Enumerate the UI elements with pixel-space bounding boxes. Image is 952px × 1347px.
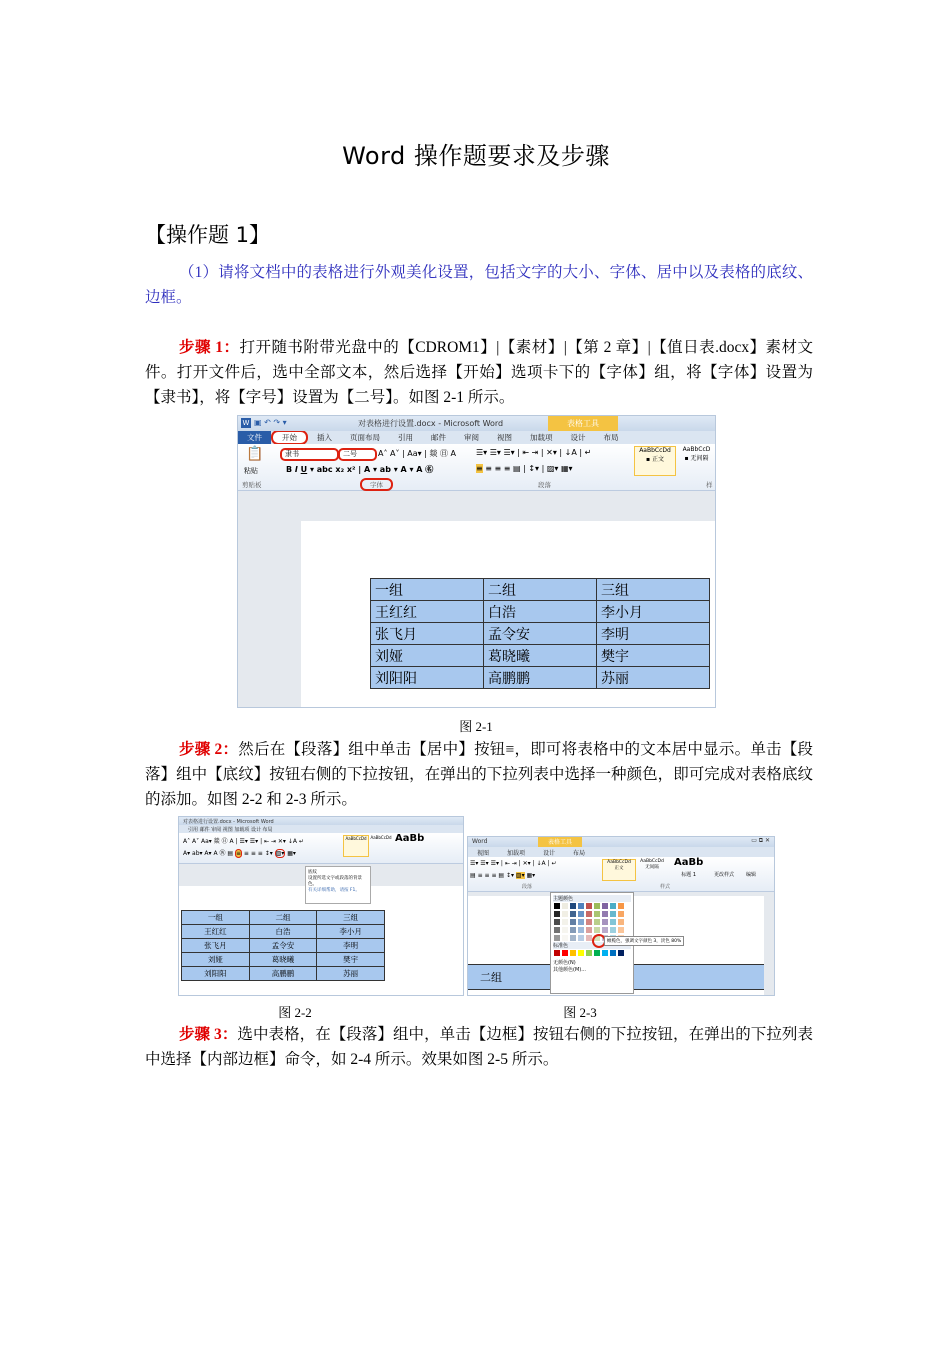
color-swatch[interactable] <box>594 950 600 956</box>
table-cell: 刘阳阳 <box>371 667 484 689</box>
group-paragraph-label: 段落 <box>538 481 551 489</box>
theme-colors-label: 主题颜色 <box>553 895 631 902</box>
window-title: 对表格进行设置.docx - Microsoft Word <box>358 419 504 428</box>
step-1-label: 步骤 1： <box>179 339 240 356</box>
color-swatch[interactable] <box>578 911 584 917</box>
table-cell: 李小月 <box>597 601 710 623</box>
color-swatch[interactable] <box>586 919 592 925</box>
figure-2-3-caption: 图 2-3 <box>563 1005 597 1020</box>
figure-2-1 <box>237 415 716 708</box>
table-cell: 樊宇 <box>317 953 385 967</box>
style-heading1[interactable]: AaBb 标题 1 <box>674 857 704 878</box>
page-title: Word 操作题要求及步骤 <box>342 142 610 170</box>
window-titlebar <box>238 416 715 431</box>
tab-design[interactable]: 设计 <box>543 849 556 857</box>
color-swatch[interactable] <box>618 919 624 925</box>
ribbon-tabs <box>238 431 715 444</box>
standard-color-row[interactable] <box>553 949 631 959</box>
document-area <box>179 864 463 996</box>
color-swatch[interactable] <box>610 911 616 917</box>
table-cell: 一组 <box>371 579 484 601</box>
color-swatch[interactable] <box>562 919 568 925</box>
shading-tooltip <box>305 866 371 904</box>
table-row <box>182 925 385 939</box>
color-swatch[interactable] <box>610 919 616 925</box>
font-name-box[interactable]: 隶书 <box>280 448 339 461</box>
table-row <box>371 579 710 601</box>
tooltip-help: 有关详细帮助，请按 F1。 <box>308 888 360 893</box>
color-swatch[interactable] <box>594 903 600 909</box>
color-swatch[interactable] <box>570 950 576 956</box>
color-swatch[interactable] <box>562 935 568 941</box>
color-swatch[interactable] <box>602 950 608 956</box>
context-tab-label: 表格工具 <box>548 416 618 431</box>
color-swatch[interactable] <box>586 903 592 909</box>
color-swatch[interactable] <box>554 927 560 933</box>
table-cell: 二组 <box>249 911 317 925</box>
change-styles-button[interactable]: 更改样式 <box>714 872 735 878</box>
font-size-box[interactable]: 二号 <box>338 448 377 461</box>
paste-label[interactable]: 粘贴 <box>244 467 258 475</box>
word-app-icon: W <box>242 419 250 427</box>
table-cell: 白浩 <box>484 601 597 623</box>
table-row <box>371 645 710 667</box>
window-titlebar <box>179 817 463 825</box>
tab-addins[interactable]: 加载项 <box>507 849 526 857</box>
paste-icon[interactable]: 📋 <box>246 446 264 462</box>
standard-colors-label: 标准色 <box>553 942 631 949</box>
color-swatch[interactable] <box>594 911 600 917</box>
table-row <box>371 667 710 689</box>
color-swatch[interactable] <box>554 911 560 917</box>
window-titlebar <box>468 837 774 847</box>
document-area <box>468 892 774 996</box>
duty-table <box>181 910 385 981</box>
figure-2-2 <box>178 816 464 996</box>
color-swatch[interactable] <box>562 911 568 917</box>
color-swatch[interactable] <box>602 919 608 925</box>
table-row <box>182 911 385 925</box>
color-swatch[interactable] <box>618 903 624 909</box>
color-swatch[interactable] <box>602 911 608 917</box>
window-title: 对表格进行设置.docx - Microsoft Word <box>183 819 274 825</box>
color-swatch[interactable] <box>594 927 600 933</box>
color-swatch[interactable] <box>618 911 624 917</box>
group-styles-label: 样 <box>706 481 713 489</box>
color-swatch[interactable] <box>570 919 576 925</box>
table-row <box>182 967 385 981</box>
color-swatch[interactable] <box>562 903 568 909</box>
tab-references[interactable]: 引用 <box>398 433 413 442</box>
table-cell: 王红红 <box>371 601 484 623</box>
table-cell: 刘娅 <box>182 953 250 967</box>
step-1-paragraph <box>145 335 813 410</box>
color-swatch[interactable] <box>570 935 576 941</box>
step-2-text: 然后在【段落】组中单击【居中】按钮≡，即可将表格中的文本居中显示。单击【段落】组中【底纹】按钮右侧的下拉按钮，在弹出的下拉列表中选择一种颜色，即可完成对表格底纹的添加。如图 2-2 和 2-3 所示。 <box>145 741 813 808</box>
color-swatch[interactable] <box>610 903 616 909</box>
step-1-text: 打开随书附带光盘中的【CDROM1】|【素材】|【第 2 章】|【值日表.docx】素材文件。打开文件后，选中全部文本，然后选择【开始】选项卡下的【字体】组，将【字体】设置为【隶书】，将【字号】设置为【二号】。如图 2-1 所示。 <box>145 339 813 406</box>
style-no-spacing[interactable]: AaBbCcD ▪ 无间隔 <box>682 446 711 462</box>
list-indent-icons[interactable]: ☰▾ ☰▾ ☰▾ | ⇤ ⇥ | ✕▾ | ↓A | ↵ <box>470 860 557 867</box>
table-cell: 苏丽 <box>597 667 710 689</box>
tooltip-text: 设置所选文字或段落的背景色。 <box>308 876 362 887</box>
table-row <box>182 953 385 967</box>
step-2-label: 步骤 2： <box>179 741 239 758</box>
align-icons[interactable]: ≡ ≡ ≡ ≡ ▤ | ↕▾ | ▨▾ ▦▾ <box>476 464 573 473</box>
figure-2-1-caption: 图 2-1 <box>459 719 493 734</box>
color-swatch[interactable] <box>618 950 624 956</box>
color-swatch[interactable] <box>562 950 568 956</box>
table-row <box>371 623 710 645</box>
tab-home[interactable]: 开始 <box>271 430 308 445</box>
style-normal[interactable]: AaBbCcDd ▪ 正文 <box>634 446 676 476</box>
color-swatch[interactable] <box>570 903 576 909</box>
table-cell: 王红红 <box>182 925 250 939</box>
list-indent-icons[interactable]: ☰▾ ☰▾ ☰▾ | ⇤ ⇥ | ✕▾ | ↓A | ↵ <box>476 448 592 457</box>
duty-table <box>370 578 710 689</box>
color-swatch[interactable] <box>554 919 560 925</box>
more-colors-option[interactable]: 其他颜色(M)... <box>553 967 586 973</box>
table-cell: 孟令安 <box>484 623 597 645</box>
color-swatch[interactable] <box>578 927 584 933</box>
tab-mailings[interactable]: 邮件 <box>431 433 446 442</box>
table-cell: 二组 <box>480 971 502 984</box>
edit-button[interactable]: 编辑 <box>746 872 757 878</box>
task-description: （1）请将文档中的表格进行外观美化设置，包括文字的大小、字体、居中以及表格的底纹、边框。 <box>145 264 813 306</box>
color-swatch[interactable] <box>578 935 584 941</box>
tab-view[interactable]: 视图 <box>497 433 512 442</box>
group-font-label: 字体 <box>360 478 393 491</box>
font-format-icons[interactable]: B I U ▾ abc x₂ x² | A ▾ ab ▾ A ▾ A ㊔ <box>286 465 434 474</box>
color-swatch[interactable] <box>618 927 624 933</box>
color-swatch[interactable] <box>586 950 592 956</box>
font-tools-icons[interactable]: A˄ A˅ Aa▾ 燚 ㊐ A | ☰▾ ☰▾ | ⇤ ⇥ ✕▾ ↓A ↵ <box>183 838 304 845</box>
tab-review[interactable]: 审阅 <box>464 433 479 442</box>
tab-layout[interactable]: 布局 <box>573 849 586 857</box>
color-swatch[interactable] <box>578 950 584 956</box>
style-no-spacing[interactable]: AaBbCcDd 无间隔 <box>640 859 664 870</box>
step-2-paragraph <box>145 737 813 812</box>
section-heading: 【操作题 1】 <box>145 223 271 247</box>
tab-file[interactable]: 文件 <box>238 431 271 444</box>
window-controls[interactable]: ▭ ⧉ ✕ <box>751 837 770 844</box>
color-swatch[interactable] <box>562 927 568 933</box>
color-swatch[interactable] <box>610 950 616 956</box>
table-cell: 二组 <box>484 579 597 601</box>
tab-insert[interactable]: 插入 <box>317 433 332 442</box>
align-icons[interactable]: ▤ ≡ ≡ ≡ ▤ ↕▾ ▨▾ ▦▾ <box>470 872 536 879</box>
color-swatch[interactable] <box>602 903 608 909</box>
figure-2-2-caption: 图 2-2 <box>278 1005 312 1020</box>
color-swatch[interactable] <box>554 950 560 956</box>
color-swatch[interactable] <box>554 935 560 941</box>
font-grow-shrink-icons[interactable]: A˄ A˅ | Aa▾ | 燚 ㊐ A <box>378 449 456 458</box>
color-swatch[interactable] <box>594 919 600 925</box>
table-row <box>371 601 710 623</box>
window-title: Word <box>472 838 488 845</box>
style-normal[interactable]: AaBbCcDd 正文 <box>602 859 636 881</box>
group-clipboard-label: 剪贴板 <box>242 481 262 489</box>
table-cell: 刘娅 <box>371 645 484 667</box>
table-cell: 苏丽 <box>317 967 385 981</box>
table-cell: 三组 <box>317 911 385 925</box>
table-cell: 一组 <box>182 911 250 925</box>
table-cell: 三组 <box>597 579 710 601</box>
group-styles-label: 样式 <box>660 884 671 890</box>
table-cell: 李明 <box>317 939 385 953</box>
table-cell: 葛晓曦 <box>484 645 597 667</box>
table-cell: 张飞月 <box>182 939 250 953</box>
table-cell: 樊宇 <box>597 645 710 667</box>
tab-layout[interactable]: 布局 <box>603 433 619 442</box>
color-swatch[interactable] <box>570 911 576 917</box>
tab-view[interactable]: 视图 <box>477 849 490 857</box>
tab-page-layout[interactable]: 页面布局 <box>350 433 380 442</box>
table-cell: 孟令安 <box>249 939 317 953</box>
ribbon <box>179 833 463 864</box>
table-cell: 李明 <box>597 623 710 645</box>
no-color-option[interactable]: 无颜色(N) <box>553 960 576 966</box>
color-swatch[interactable] <box>578 919 584 925</box>
context-tab-label: 表格工具 <box>538 837 582 847</box>
color-swatch[interactable] <box>578 903 584 909</box>
tab-design[interactable]: 设计 <box>570 433 586 442</box>
table-cell: 高鹏鹏 <box>249 967 317 981</box>
group-paragraph-label: 段落 <box>522 884 533 890</box>
style-heading1[interactable]: AaBb <box>395 833 425 844</box>
table-row <box>182 939 385 953</box>
ribbon-tabs <box>468 847 774 857</box>
ribbon <box>238 444 715 491</box>
style-no-spacing[interactable]: AaBbCcDd <box>370 835 392 840</box>
color-swatch[interactable] <box>602 927 608 933</box>
step-3-paragraph <box>145 1022 813 1072</box>
quick-access-icons: ▣ ↶ ↷ ▾ <box>254 418 287 427</box>
tab-addins[interactable]: 加载项 <box>530 433 553 442</box>
table-cell: 刘阳阳 <box>182 967 250 981</box>
table-cell: 李小月 <box>317 925 385 939</box>
color-swatch[interactable] <box>554 903 560 909</box>
ribbon <box>468 857 774 892</box>
tooltip-title: 底纹 <box>308 870 317 875</box>
color-swatch[interactable] <box>610 927 616 933</box>
format-tools-icons[interactable]: A▾ ab▾ A▾ A ㊔ ▤ ≡ ≡ ≡ ≡ ↕▾ ▨▾ ▦▾ <box>183 850 296 857</box>
table-cell: 葛晓曦 <box>249 953 317 967</box>
document-area <box>238 491 715 707</box>
table-cell: 张飞月 <box>371 623 484 645</box>
ribbon-tabs: 引用 邮件 审阅 视图 加载项 设计 布局 <box>179 825 463 833</box>
color-swatch[interactable] <box>586 927 592 933</box>
color-swatch[interactable] <box>586 911 592 917</box>
table-cell: 高鹏鹏 <box>484 667 597 689</box>
table-cell: 白浩 <box>249 925 317 939</box>
step-3-label: 步骤 3： <box>179 1026 238 1043</box>
style-normal[interactable]: AaBbCcDd <box>343 835 369 857</box>
color-swatch[interactable] <box>570 927 576 933</box>
step-3-text: 选中表格，在【段落】组中，单击【边框】按钮右侧的下拉按钮，在弹出的下拉列表中选择【内部边框】命令，如 2-4 所示。效果如图 2-5 所示。 <box>145 1026 813 1068</box>
color-tooltip: 橄榄色，强调文字颜色 3，淡色 80% <box>604 936 684 946</box>
figure-2-3 <box>467 836 775 996</box>
